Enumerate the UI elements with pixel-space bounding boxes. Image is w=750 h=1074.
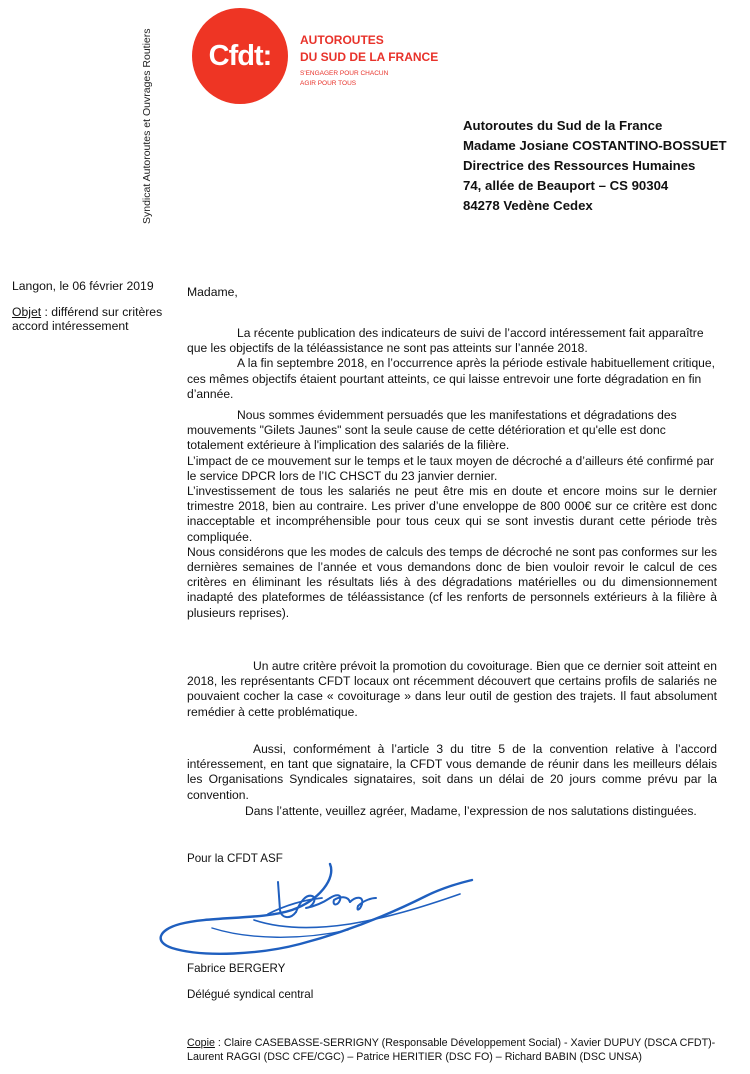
object-line-1: [12, 305, 162, 319]
paragraph-5: L’investissement de tous les salariés ne peut être mis en doute et encore moins sur le dernier trimestre 2018, bien au contraire. Les priver d’une enveloppe de 800 000€ sur ce critère est donc inacceptable et incompréhensible pour tous ceux qui se sont investis durant cette période très compliquée.: [187, 484, 717, 544]
paragraph-2: A la fin septembre 2018, en l’occurrence après la période estivale habituellement critique, ces mêmes objectifs étaient pourtant atteints, ce qui laisse entrevoir une forte dégradation en fin d’année.: [187, 356, 715, 401]
signatory-role: Délégué syndical central: [187, 988, 314, 1001]
cfdt-logo: [192, 8, 288, 104]
signatory-name: Fabrice BERGERY: [187, 962, 286, 975]
brand-line-1: AUTOROUTES: [300, 33, 384, 47]
brand-line-2: DU SUD DE LA FRANCE: [300, 50, 439, 64]
paragraph-1: La récente publication des indicateurs de suivi de l’accord intéressement fait apparaître que les objectifs de la téléassistance ne sont pas atteints sur l’année 2018.: [187, 326, 704, 356]
recipient-line-1: Autoroutes du Sud de la France: [463, 118, 663, 133]
object-text-1: : différend sur critères: [41, 305, 163, 319]
cfdt-logo-word: Cfdt:: [208, 39, 272, 72]
paragraph-6: Nous considérons que les modes de calculs des temps de décroché ne sont pas conformes sur les dernières semaines de l’année et vous demandons donc de bien vouloir revoir le calcul de ces critères en éliminant les résultats liés à des dégradations matérielles ou du dimensionnement inadapté des plateformes de téléassistance (cf les renforts de personnels extérieurs à la filière à plusieurs reprises).: [187, 544, 717, 620]
handwritten-signature: [150, 858, 480, 966]
paragraph-8-text: Aussi, conformément à l’article 3 du titre 5 de la convention relative à l’accord intéressement, en tant que signataire, la CFDT vous demande de réunir dans les meilleurs délais les Organisations Syndicales signataires, soit dans un délai de 20 jours comme prévu par la convention.: [187, 742, 717, 802]
paragraph-3: Nous sommes évidemment persuadés que les manifestations et dégradations des mouvements "Gilets Jaunes" sont la seule cause de cette détérioration et qu'elle est donc totalement extérieure à l'implication des salariés de la filière.: [187, 408, 677, 453]
recipient-line-3: Directrice des Ressources Humaines: [463, 158, 696, 173]
copies-label: Copie: [187, 1037, 215, 1049]
object-line-2: accord intéressement: [12, 319, 129, 333]
tagline-line-2: AGIR POUR TOUS: [300, 80, 357, 87]
paragraph-8: [187, 742, 717, 803]
closing: [187, 804, 717, 819]
closing-text: Dans l’attente, veuillez agréer, Madame, l’expression de nos salutations distinguées.: [245, 804, 697, 818]
letter-body-1: [187, 326, 717, 621]
copies-line-1: [187, 1036, 722, 1050]
salutation: Madame,: [187, 285, 238, 299]
union-vertical-label: Syndicat Autoroutes et Ouvrages Routiers: [141, 28, 153, 224]
recipient-line-2: Madame Josiane COSTANTINO-BOSSUET: [463, 138, 727, 153]
recipient-line-4: 74, allée de Beauport – CS 90304: [463, 178, 669, 193]
copies-text-1: : Claire CASEBASSE-SERRIGNY (Responsable Développement Social) - Xavier DUPUY (DSCA CFDT)-: [214, 1037, 716, 1049]
signature-strokes: [161, 864, 472, 954]
paragraph-7-text: Un autre critère prévoit la promotion du covoiturage. Bien que ce dernier soit atteint en 2018, les représentants CFDT locaux ont récemment découvert que certains profils de salariés ne pouvaient cocher la case « covoiturage » dans leur outil de gestion des trajets. Il faut absolument remédier à cette problématique.: [187, 659, 717, 719]
object-label: Objet: [12, 305, 42, 319]
tagline-line-1: S'ENGAGER POUR CHACUN: [300, 70, 389, 77]
place-date: Langon, le 06 février 2019: [12, 279, 154, 293]
paragraph-4: L’impact de ce mouvement sur le temps et le taux moyen de décroché a d’ailleurs été confirmé par le service DPCR lors de l’IC CHSCT du 23 janvier dernier.: [187, 453, 715, 483]
recipient-line-5: 84278 Vedène Cedex: [463, 198, 593, 213]
signature-for-line: Pour la CFDT ASF: [187, 852, 283, 865]
copies: [187, 1036, 722, 1064]
copies-line-2: Laurent RAGGI (DSC CFE/CGC) – Patrice HERITIER (DSC FO) – Richard BABIN (DSC UNSA): [187, 1051, 642, 1063]
paragraph-7: [187, 659, 717, 720]
